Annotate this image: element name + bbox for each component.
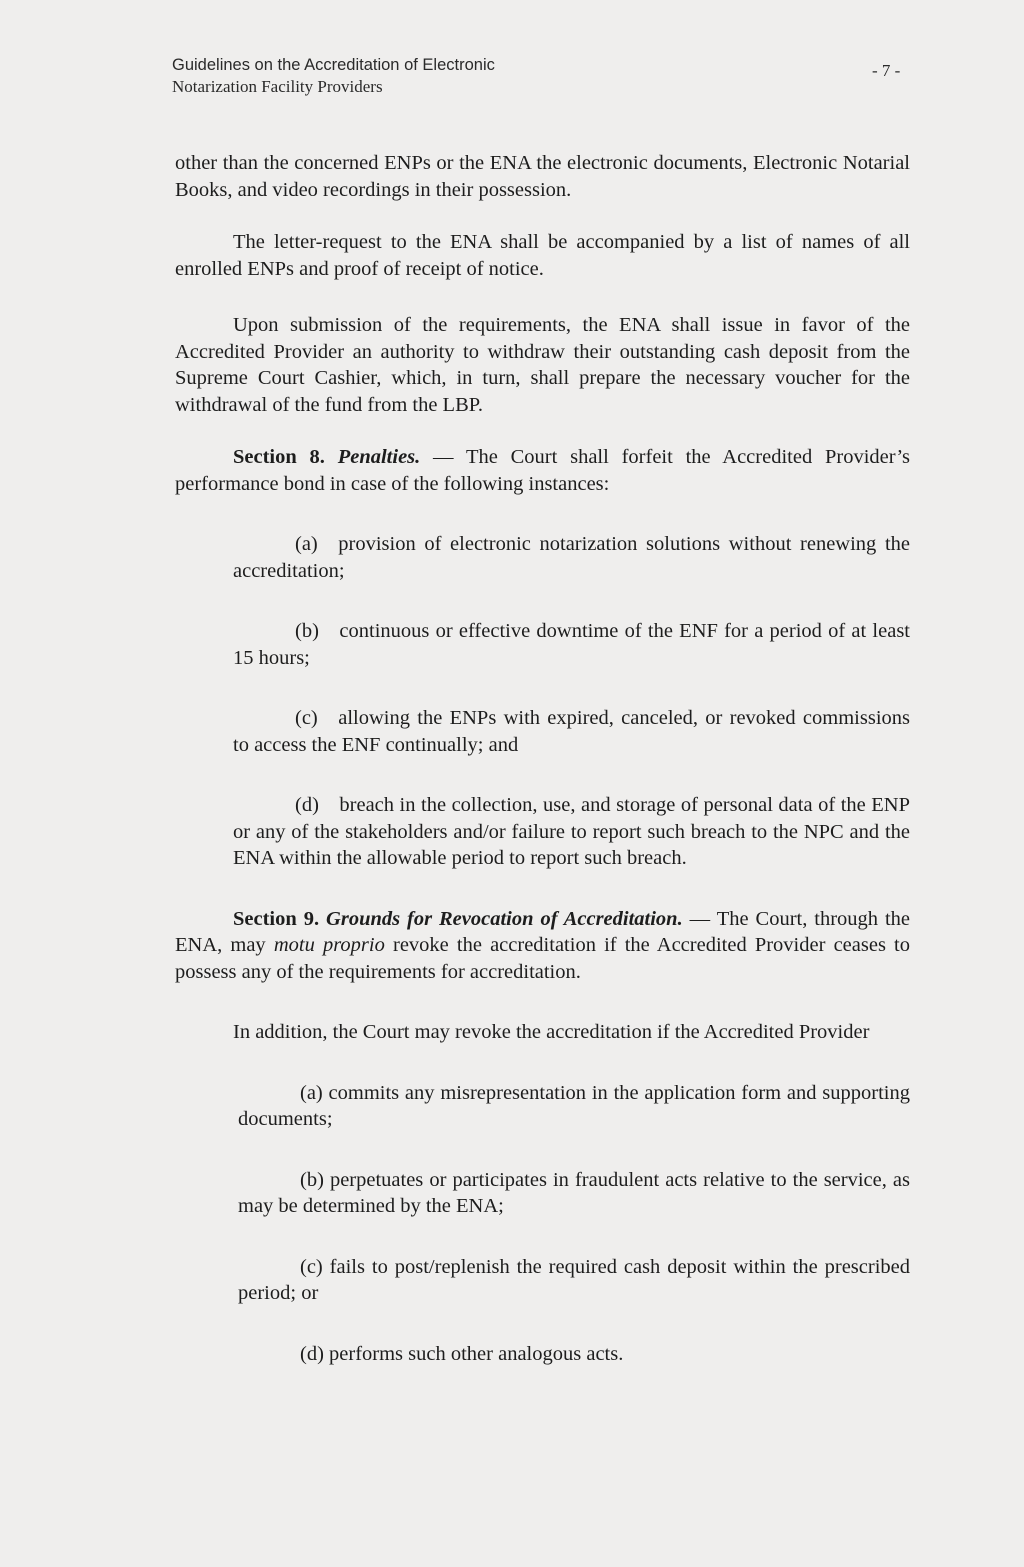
section-8-item-d: (d) breach in the collection, use, and storage of personal data of the ENP or any of the stakeholders and/or failure to report such breach to the NPC and the ENA within the allowable period to report such breach.	[233, 794, 910, 869]
section-9-item-d: (d) performs such other analogous acts.	[300, 1342, 624, 1365]
paragraph-withdrawal: Upon submission of the requirements, the ENA shall issue in favor of the Accredited Provider an authority to withdraw their outstanding cash deposit from the Supreme Court Cashier, which, in turn, shall prepare the necessary voucher for the withdrawal of the fund from the LBP.	[175, 314, 910, 416]
section-8-item-c: (c) allowing the ENPs with expired, canceled, or revoked commissions to access the ENF continually; and	[233, 707, 910, 756]
running-header	[172, 55, 495, 97]
section-9-number: Section 9.	[233, 907, 320, 930]
header-title-line1: Guidelines on the Accreditation of Electronic	[172, 56, 495, 74]
section-9-italic-phrase: motu proprio	[273, 934, 385, 956]
section-9-item-a: (a) commits any misrepresentation in the application form and supporting documents;	[238, 1081, 910, 1130]
page-number: - 7 -	[872, 61, 901, 80]
section-9-text-after: revoke the accreditation if the Accredited Provider ceases to possess any of the requirements for accreditation.	[175, 934, 910, 983]
section-8-number: Section 8.	[233, 446, 325, 468]
section-8-item-b: (b) continuous or effective downtime of the ENF for a period of at least 15 hours;	[233, 620, 910, 669]
section-9-item-b: (b) perpetuates or participates in fraudulent acts relative to the service, as may be determined by the ENA;	[238, 1168, 910, 1217]
paragraph-in-addition: In addition, the Court may revoke the accreditation if the Accredited Provider	[233, 1021, 870, 1043]
section-8-item-a: (a) provision of electronic notarization solutions without renewing the accreditation;	[233, 533, 910, 582]
section-9-paragraph	[175, 906, 910, 986]
section-8-title: Penalties.	[337, 446, 421, 468]
paragraph-continued: other than the concerned ENPs or the ENA the electronic documents, Electronic Notarial Books, and video recordings in their possession.	[175, 152, 910, 201]
section-9-title: Grounds for Revocation of Accreditation.	[326, 907, 683, 930]
section-9-item-c: (c) fails to post/replenish the required cash deposit within the prescribed period; or	[238, 1255, 910, 1304]
section-8-heading	[175, 444, 910, 497]
header-title-line2: Notarization Facility Providers	[172, 77, 383, 96]
section-8-text: — The Court shall forfeit the Accredited Provider’s performance bond in case of the following instances:	[175, 446, 911, 495]
paragraph-letter-request: The letter-request to the ENA shall be accompanied by a list of names of all enrolled ENPs and proof of receipt of notice.	[175, 231, 910, 280]
document-body	[175, 150, 910, 1367]
section-9-text-before: — The Court, through the ENA, may	[175, 907, 911, 956]
